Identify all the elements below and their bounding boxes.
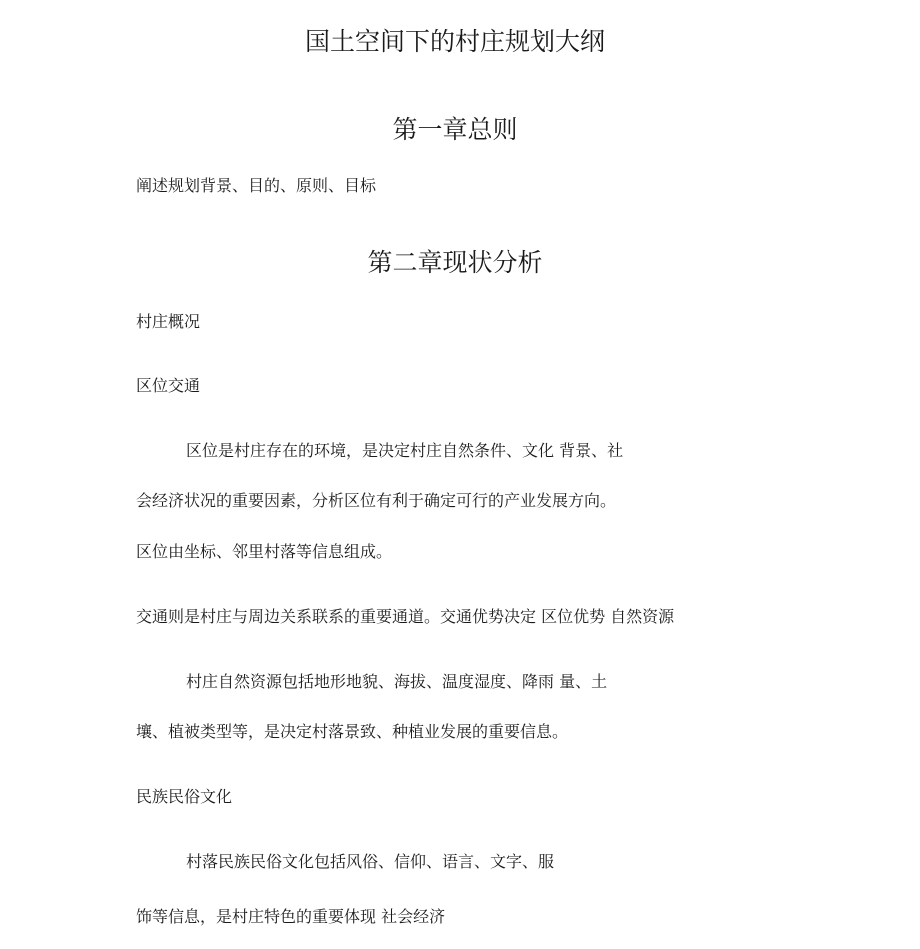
document-title: 国土空间下的村庄规划大纲 xyxy=(304,27,605,56)
paragraph-line: 村落民族民俗文化包括风俗、信仰、语言、文字、服 xyxy=(186,852,555,871)
paragraph-line: 饰等信息，是村庄特色的重要体现 社会经济 xyxy=(136,907,446,926)
paragraph-line: 村庄自然资源包括地形地貌、海拔、温度湿度、降雨 量、土 xyxy=(186,672,608,691)
paragraph-line: 区位由坐标、邻里村落等信息组成。 xyxy=(136,542,393,561)
paragraph-line: 区位是村庄存在的环境，是决定村庄自然条件、文化 背景、社 xyxy=(186,441,624,460)
section-heading-ethnic-culture: 民族民俗文化 xyxy=(136,787,233,806)
paragraph-line: 会经济状况的重要因素，分析区位有利于确定可行的产业发展方向。 xyxy=(136,491,617,510)
section-heading-village-overview: 村庄概况 xyxy=(136,312,201,331)
chapter-1-text: 阐述规划背景、目的、原则、目标 xyxy=(136,176,377,195)
section-heading-location-traffic: 区位交通 xyxy=(136,376,201,395)
chapter-2-heading: 第二章现状分析 xyxy=(367,248,543,277)
paragraph-line: 壤、植被类型等，是决定村落景致、种植业发展的重要信息。 xyxy=(136,722,569,741)
paragraph-line: 交通则是村庄与周边关系联系的重要通道。交通优势决定 区位优势 自然资源 xyxy=(136,607,675,626)
chapter-1-heading: 第一章总则 xyxy=(392,115,518,144)
